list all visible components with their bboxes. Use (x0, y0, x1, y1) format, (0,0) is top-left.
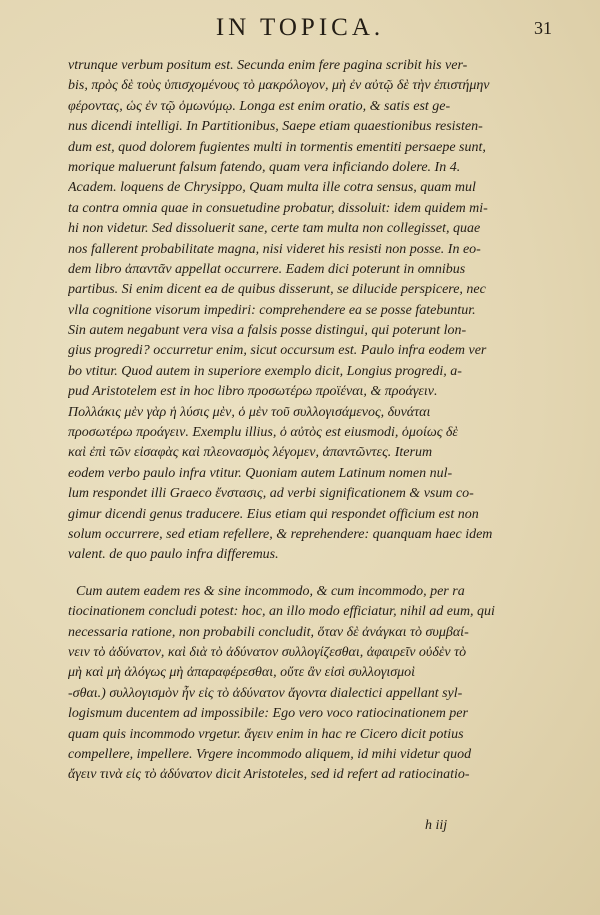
text-line: eodem verbo paulo infra vtitur. Quoniam autem Latinum nomen nul- (68, 465, 453, 481)
text-line: vtrunque verbum positum est. Secunda enim fere pagina scribit his ver- (68, 58, 468, 73)
text-line: καὶ ἐπὶ τῶν εἰσαφὰς καὶ πλεονασμὸς λέγομεν, ἀπαντῶντες. Iterum (68, 445, 433, 461)
text-line: logismum ducentem ad impossibile: Ego vero voco ratiocinationem per (68, 706, 468, 722)
text-line: Cum autem eadem res & sine incommodo, & cum incommodo, per ra (76, 583, 465, 599)
body-text (68, 56, 523, 786)
text-line: ἄγειν τινὰ εἰς τὸ ἀδύνατον dicit Aristoteles, sed id refert ad ratiocinatio- (68, 767, 470, 783)
text-line: νειν τὸ ἀδύνατον, καὶ διὰ τὸ ἀδύνατον συλλογίζεσθαι, ἀφαιρεῖν οὐδὲν τὸ (68, 644, 467, 660)
page-number: 31 (534, 18, 552, 38)
paragraph-2 (68, 582, 523, 786)
text-line: gimur dicendi genus traducere. Eius etiam qui respondet officium est non (68, 506, 479, 522)
text-line: nus dicendi intelligi. In Partitionibus, Saepe etiam quaestionibus resisten- (68, 119, 483, 135)
text-line: dum est, quod dolorem fugientes multi in tormentis ementiti persaepe sunt, (68, 139, 486, 155)
text-line: dem libro ἀπαντᾶν appellat occurrere. Eadem dici poterunt in omnibus (68, 261, 466, 277)
text-line: Academ. loquens de Chrysippo, Quam multa ille cotra sensus, quam mul (68, 180, 476, 196)
text-line: solum occurrere, sed etiam refellere, & reprehendere: quanquam haec idem (68, 526, 493, 542)
text-line: bis, πρὸς δὲ τοὺς ὑπισχομένους τὸ μακρόλογον, μὴ ἐν αὐτῷ δὲ τὴν ἐπιστήμην (68, 78, 490, 94)
text-line: Πολλάκις μὲν γὰρ ἡ λύσις μὲν, ὁ μὲν τοῦ συλλογισάμενος, δυνάται (68, 404, 431, 420)
paragraph-1 (68, 56, 523, 566)
text-line: nos fallerent probabilitate magna, nisi videret his resisti non posse. In eo- (68, 241, 481, 257)
running-head: IN TOPICA. (215, 14, 385, 41)
text-line: gius progredi? occurretur enim, sicut occursum est. Paulo infra eodem ver (68, 343, 487, 359)
text-line: vlla cognitione visorum impediri: comprehendere ea se posse fatebuntur. (68, 302, 476, 318)
text-line: partibus. Si enim dicent ea de quibus disserunt, se dilucide perspicere, nec (68, 282, 486, 298)
text-line: lum respondet illi Graeco ἔνστασις, ad verbi significationem & vsum co- (68, 486, 474, 502)
text-line: tiocinationem concludi potest: hoc, an illo modo efficiatur, nihil ad eum, qui (68, 604, 495, 620)
signature-mark: h iij (425, 818, 448, 833)
text-line: quam quis incommodo vrgetur. ἄγειν enim in hac re Cicero dicit potius (68, 726, 464, 742)
text-line: hi non videtur. Sed dissoluerit sane, certe tam multa non collegisset, quae (68, 221, 481, 237)
text-line: morique maluerunt falsum fatendo, quam vera inficiando dolere. In 4. (68, 159, 461, 175)
text-line: ta contra omnia quae in consuetudine probatur, dissoluit: idem quidem mi- (68, 200, 488, 216)
text-line: bo vtitur. Quod autem in superiore exemplo dicit, Longius progredi, a- (68, 363, 462, 379)
text-line: necessaria ratione, non probabili concludit, ὅταν δὲ ἀνάγκαι τὸ συμβαί- (68, 624, 469, 640)
text-line: valent. de quo paulo infra differemus. (68, 547, 279, 563)
text-line: compellere, impellere. Vrgere incommodo aliquem, id mihi videtur quod (68, 746, 472, 762)
text-line: -σθαι.) συλλογισμὸν ἦν εἰς τὸ ἀδύνατον ἄγοντα dialectici appellant syl- (68, 685, 463, 701)
text-line: Sin autem negabunt vera visa a falsis posse distingui, qui poterunt lon- (68, 323, 467, 339)
text-line: pud Aristotelem est in hoc libro προσωτέρω προϊέναι, & προάγειν. (68, 384, 438, 400)
text-line: μὴ καὶ μὴ ἀλόγως μὴ ἀπαραφέρεσθαι, οὔτε ἂν εἰσὶ συλλογισμοὶ (68, 665, 416, 681)
text-line: φέροντας, ὡς ἐν τῷ ὁμωνύμῳ. Longa est enim oratio, & satis est ge- (68, 98, 451, 114)
text-line: προσωτέρω προάγειν. Exemplu illius, ὁ αὐτὸς est eiusmodi, ὁμοίως δὲ (68, 425, 458, 441)
